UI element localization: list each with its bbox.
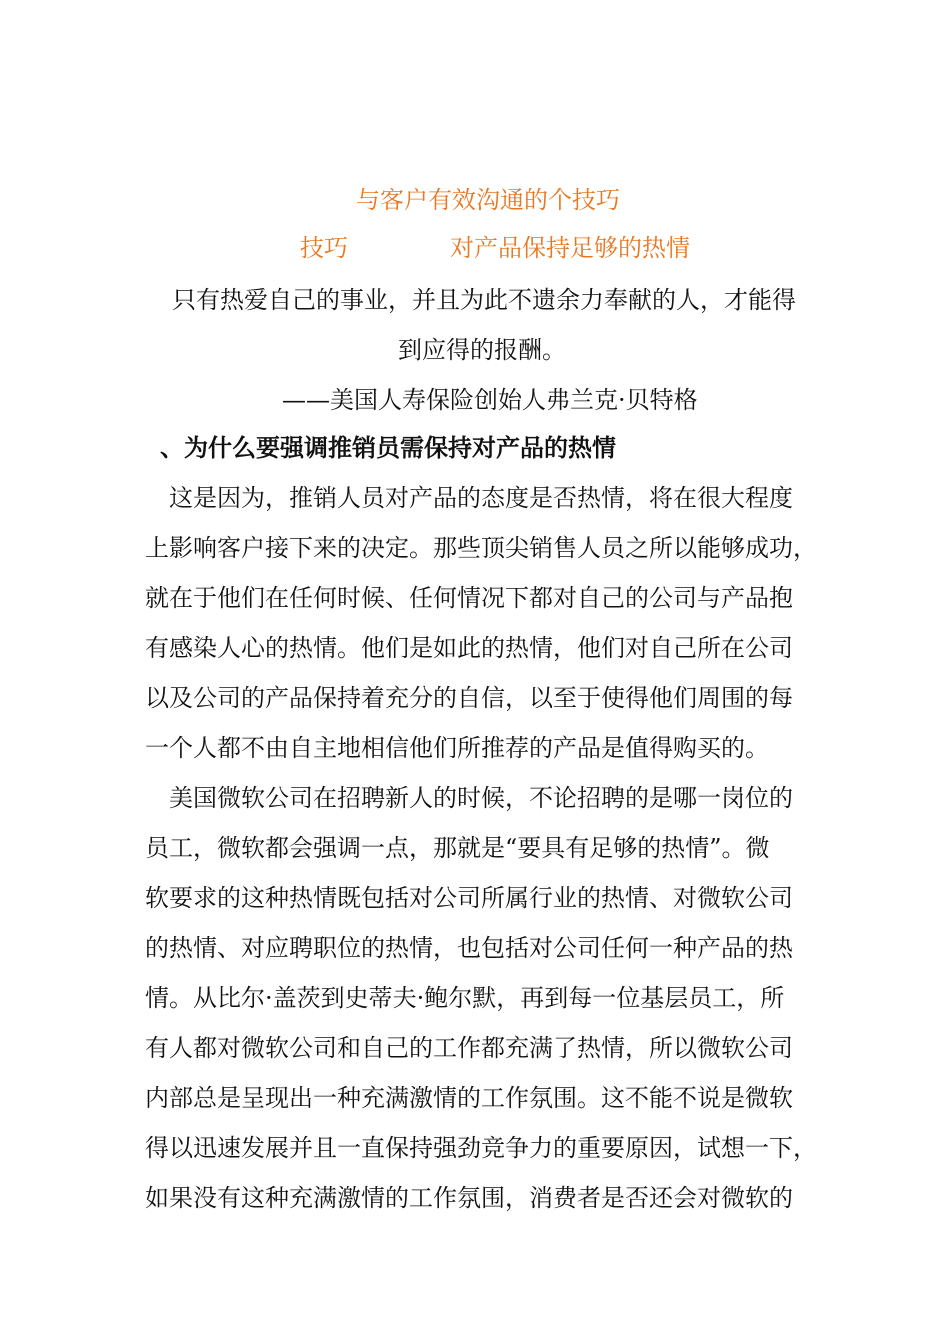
paragraph-line: 员工，微软都会强调一点，那就是“要具有足够的热情”。微 xyxy=(145,834,770,862)
paragraph-line: 以及公司的产品保持着充分的自信，以至于使得他们周围的每 xyxy=(145,684,793,712)
paragraph-line: 有感染人心的热情。他们是如此的热情，他们对自己所在公司 xyxy=(145,634,793,662)
quote-line-1: 只有热爱自己的事业，并且为此不遗余力奉献的人，才能得 xyxy=(172,286,796,314)
paragraph-line: 情。从比尔·盖茨到史蒂夫·鲍尔默，再到每一位基层员工，所 xyxy=(145,984,785,1012)
section-heading: 、为什么要强调推销员需保持对产品的热情 xyxy=(160,434,616,462)
paragraph-line: 上影响客户接下来的决定。那些顶尖销售人员之所以能够成功， xyxy=(145,534,817,562)
paragraph-line: 的热情、对应聘职位的热情，也包括对公司任何一种产品的热 xyxy=(145,934,793,962)
paragraph-line: 得以迅速发展并且一直保持强劲竞争力的重要原因，试想一下， xyxy=(145,1134,817,1162)
paragraph-2 xyxy=(145,773,835,1223)
subtitle-text: 对产品保持足够的热情 xyxy=(450,234,690,262)
quote-attribution: ——美国人寿保险创始人弗兰克·贝特格 xyxy=(282,386,698,414)
paragraph-line: 美国微软公司在招聘新人的时候，不论招聘的是哪一岗位的 xyxy=(145,784,793,812)
paragraph-line: 就在于他们在任何时候、任何情况下都对自己的公司与产品抱 xyxy=(145,584,793,612)
paragraph-line: 如果没有这种充满激情的工作氛围，消费者是否还会对微软的 xyxy=(145,1184,793,1212)
paragraph-line: 内部总是呈现出一种充满激情的工作氛围。这不能不说是微软 xyxy=(145,1084,793,1112)
quote-line-2: 到应得的报酬。 xyxy=(398,336,566,364)
paragraph-1 xyxy=(145,473,835,773)
document-title: 与客户有效沟通的个技巧 xyxy=(356,186,620,214)
paragraph-line: 一个人都不由自主地相信他们所推荐的产品是值得购买的。 xyxy=(145,734,769,762)
paragraph-line: 软要求的这种热情既包括对公司所属行业的热情、对微软公司 xyxy=(145,884,793,912)
subtitle-label: 技巧 xyxy=(300,234,348,262)
paragraph-line: 这是因为，推销人员对产品的态度是否热情，将在很大程度 xyxy=(145,484,793,512)
paragraph-line: 有人都对微软公司和自己的工作都充满了热情，所以微软公司 xyxy=(145,1034,793,1062)
